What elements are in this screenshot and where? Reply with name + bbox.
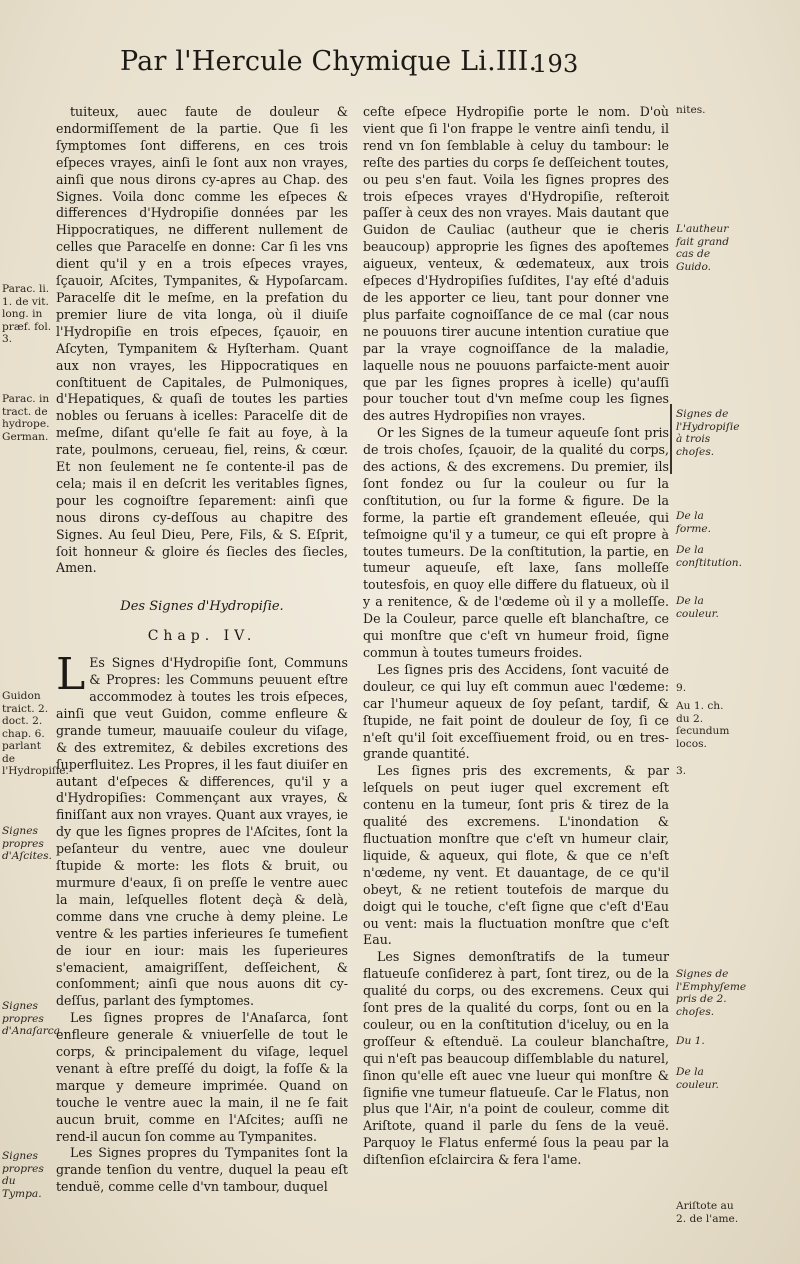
margin-note-right-8: Au 1. ch. du 2. ſecundum locos. <box>676 700 730 750</box>
margin-note-right-6: De la couleur. <box>676 595 719 620</box>
running-header <box>120 46 720 86</box>
margin-note-right-5: De la conſtitution. <box>676 544 742 569</box>
margin-note-left-6: Signes propres du Tympa. <box>2 1150 44 1200</box>
margin-note-right-13: Ariſtote au 2. de l'ame. <box>676 1200 739 1225</box>
margin-note-left-3: Guidon traict. 2. doct. 2. chap. 6. parlant de l'Hydropiſie. <box>2 690 69 777</box>
right-paragraph-1: ceſte eſpece Hydropiſie porte le nom. D'où vient que ſi l'on frappe le ventre ainſi tendu, il rend vn ſon ſemblable à celuy du tambour: le reſte des parties du corps ſe deſſeichent toutes, ou peu s'en faut. Voila les ſignes propres des trois eſpeces vrayes d'Hydropiſie, reſteroit paſſer à ceux des non vrayes. Mais dautant que Guidon de Cauliac (autheur que ie cheris beaucoup) approprie les ſignes des apoſtemes aigueux, venteux, & œdemateux, aux trois eſpeces d'Hydropiſies ſuſdites, I'ay eſté d'aduis de les apporter ce lieu, tant pour donner vne plus parfaite cognoiſſance de ce mal (car nous ne pouuons tirer aucune intention curatiue que par la vraye cognoiſſance de la maladie, laquelle nous ne pouuons parfaicte-ment auoir que par les ſignes propres à icelle) qu'auſſi pour toucher tout d'vn meſme coup les ſignes des autres Hydropiſies non vrayes. <box>363 104 669 424</box>
right-paragraph-5: Les Signes demonſtratifs de la tumeur flatueuſe conſiderez à part, ſont tirez, ou de la qualité du corps, ou des excremens. Ceux qui ſont pres de la qualité du corps, ſont ou en la couleur, ou en la conſtitution d'iceluy, ou en la groſſeur & eſtenduë. La couleur blanchaſtre, qui n'eſt pas beaucoup diſſemblable du naturel, ſinon qu'elle eſt auec vne lueur qui monſtre & ſignifie vne tumeur flatueuſe. Car le Flatus, non plus que l'Air, n'a point de couleur, comme dit Ariſtote, quand il parle du ſens de la veuë. Parquoy le Flatus enfermé ſous la peau par la diſtenſion eſclaircira & fera l'ame. <box>363 949 669 1168</box>
section-title: Des Signes d'Hydropiſie. <box>120 599 284 615</box>
margin-note-left-5: Signes propres d'Anaſarca. <box>2 1000 64 1037</box>
running-title: Par l'Hercule Chymique Li.III. <box>120 46 538 77</box>
left-paragraph-2 <box>56 649 348 1010</box>
margin-note-left-1: Parac. li. 1. de vit. long. in præf. fol. 3. <box>2 283 52 345</box>
left-column <box>56 104 348 1196</box>
margin-note-right-3: Signes de l'Hydropiſie à trois choſes. <box>676 408 740 458</box>
margin-note-right-10: Signes de l'Emphyſeme pris de 2. choſes. <box>676 968 747 1018</box>
chapter-heading: Chap. IV. <box>147 628 257 645</box>
margin-note-right-1: nites. <box>676 104 706 116</box>
margin-note-right-2: L'autheur fait grand cas de Guido. <box>676 223 730 273</box>
margin-note-right-9: 3. <box>676 765 687 777</box>
page-number: 193 <box>532 50 579 78</box>
right-paragraph-3: Les ſignes pris des Accidens, ſont vacuité de douleur, ce qui luy eſt commun auec l'œdeme: car l'humeur aqueux de ſoy peſant, tardif, & ſtupide, ne fait point de douleur de ſoy, ſi ce n'eſt qu'il ſoit exceſſiuement froid, ou en tres-grande quantité. <box>363 661 669 762</box>
drop-cap: L <box>56 649 86 701</box>
margin-note-left-4: Signes propres d'Aſcites. <box>2 825 52 862</box>
right-column <box>363 104 669 1169</box>
margin-note-right-7: 9. <box>676 682 687 694</box>
margin-note-right-4: De la forme. <box>676 510 712 535</box>
left-paragraph-3: Les ſignes propres de l'Anaſarca, ſont enfleure generale & vniuerſelle de tout le corps, & principalement du viſage, lequel venant à eſtre preſſé du doigt, la foſſe & la marque y demeure imprimée. Quand on touche le ventre auec la main, il ne ſe fait aucun bruit, comme en l'Aſcites; auſſi ne rend-il aucun ſon comme au Tympanites. <box>56 1010 348 1144</box>
left-paragraph-1: tuiteux, auec faute de douleur & endormiſſement de la partie. Que ſi les ſymptomes ſont differens, en ces trois eſpeces vrayes, ainſi le ſont aux non vrayes, ainſi que nous dirons cy-apres au Chap. des Signes. Voila donc comme les eſpeces & differences d'Hydropiſie données par les Hippocratiques, ne different nullement de celles que Paracelſe en donne: Car ſi les vns dient qu'il y en a trois eſpeces vrayes, ſçauoir, Aſcites, Tympanites, & Hypoſarcam. Paracelſe dit le meſme, en la prefation du premier liure de vita longa, où il diuiſe l'Hydropiſie en trois eſpeces, ſçauoir, en Aſcyten, Tympanitem & Hyſterham. Quant aux non vrayes, les Hippocratiques en conſtituent de Capitales, de Pulmoniques, d'Hepatiques, & quaſi de toutes les parties nobles ou ſeruans à icelles: Paracelſe dit de meſme, diſant qu'elle ſe fait au foye, à la rate, poulmons, cerueau, fiel, reins, & cœur. Et non ſeulement ne ſe contente-il pas de cela; mais il en deſcrit les veritables ſignes, pour les cognoiſtre ſeparement: ainſi que nous dirons cy-deſſous au chapitre des Signes. Au ſeul Dieu, Pere, Fils, & S. Eſprit, ſoit honneur & gloire és ſiecles des ſiecles, Amen. <box>56 104 348 576</box>
left-paragraph-4: Les Signes propres du Tympanites ſont la grande tenſion du ventre, duquel la peau eſt tenduë, comme celle d'vn tambour, duquel <box>56 1145 348 1195</box>
margin-note-right-11: Du 1. <box>676 1035 705 1047</box>
margin-note-left-2: Parac. in tract. de hydrope. German. <box>2 393 50 443</box>
left-paragraph-2-text: Es Signes d'Hydropiſie ſont, Communs & Propres: les Communs peuuent eſtre accommodez à toutes les trois eſpeces, ainſi que veut Guidon, comme enfleure & grande tumeur, mauuaiſe couleur du viſage, & des extremitez, & debiles excretions des ſuperfluitez. Les Propres, il les faut diuiſer en autant d'eſpeces & differences, qu'il y a d'Hydropiſies: Commençant aux vrayes, & finiſſant aux non vrayes. Quant aux vrayes, ie dy que les ſignes propres de l'Aſcites, ſont la peſanteur du ventre, auec vne douleur ſtupide & morte: les flots & bruit, ou murmure d'eaux, ſi on preſſe le ventre auec la main, leſquelles flotent deçà & delà, comme dans vne cruche à demy pleine. Le ventre & les parties inferieures ſe tumefient de iour en iour: mais les ſuperieures s'emacient, amaigriſſent, deſſeichent, & conſomment; ainſi que nous auons dit cy-deſſus, parlant des ſymptomes. <box>56 655 348 1009</box>
right-paragraph-2: Or les Signes de la tumeur aqueuſe ſont pris de trois choſes, ſçauoir, de la qualité du corps, des actions, & des excremens. Du premier, ils ſont fondez ou ſur la couleur ou ſur la conſtitution, ou ſur la forme & figure. De la forme, la partie eſt grandement eſleuée, qui teſmoigne qu'il y a tumeur, ce qui eſt propre à toutes tumeurs. De la conſtitution, la partie, en tumeur aqueuſe, eſt laxe, ſans molleſſe toutesfois, en quoy elle differe du flatueux, où il y a renitence, & de l'œdeme où il y a molleſſe. De la Couleur, parce quelle eſt blanchaſtre, ce qui monſtre que c'eſt vn humeur froid, ſigne commun à toutes tumeurs froides. <box>363 425 669 660</box>
margin-bracket <box>670 404 672 474</box>
right-paragraph-4: Les ſignes pris des excrements, & par leſquels on peut iuger quel excrement eſt contenu en la tumeur, ſont pris & tirez de la qualité des excremens. L'inondation & fluctuation monſtre que c'eſt vn humeur clair, liquide, & aqueux, qui flote, & que ce n'eſt n'œdeme, ny vent. Et dauantage, de ce qu'il obeyt, & ne retient toutefois de marque du doigt qui le touche, c'eſt ſigne que c'eſt d'Eau ou vent: mais la fluctuation monſtre que c'eſt Eau. <box>363 763 669 948</box>
margin-note-right-12: De la couleur. <box>676 1066 719 1091</box>
